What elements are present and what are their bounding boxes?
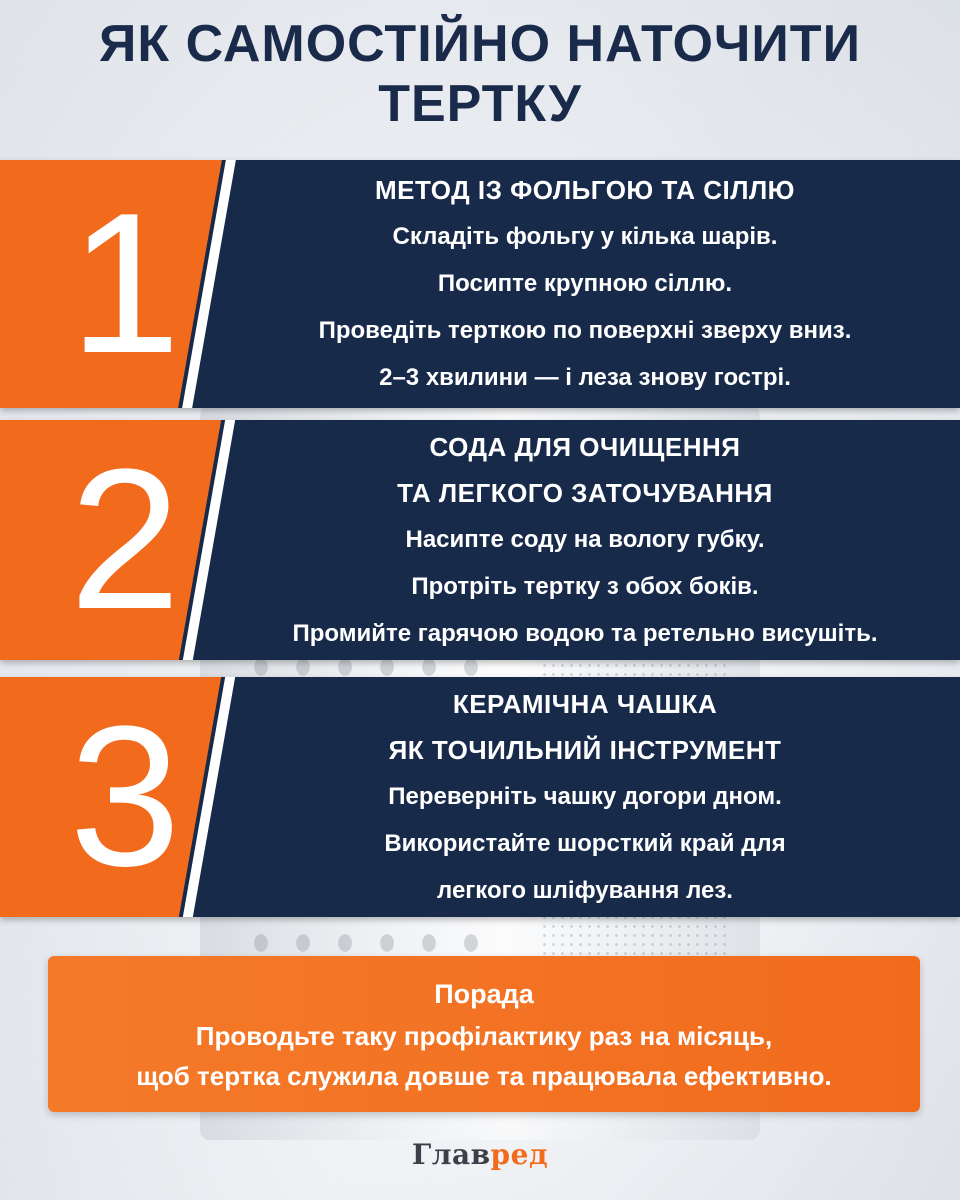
method-block-2 xyxy=(0,420,960,660)
method-step: Насипте соду на вологу губку. xyxy=(405,525,765,553)
method-heading: МЕТОД ІЗ ФОЛЬГОЮ ТА СІЛЛЮ xyxy=(375,175,795,205)
method-step: Промийте гарячою водою та ретельно висушіть. xyxy=(292,619,878,647)
method-heading: ЯК ТОЧИЛЬНИЙ ІНСТРУМЕНТ xyxy=(388,734,782,765)
method-number: 3 xyxy=(69,685,181,908)
tip-box xyxy=(48,956,920,1112)
method-step: Посипте крупною сіллю. xyxy=(437,270,733,297)
method-step: Протріть тертку з обох боків. xyxy=(411,572,759,600)
method-step: легкого шліфування лез. xyxy=(437,876,733,904)
method-heading: ТА ЛЕГКОГО ЗАТОЧУВАННЯ xyxy=(397,477,773,508)
method-step: Переверніть чашку догори дном. xyxy=(388,782,782,810)
method-heading: СОДА ДЛЯ ОЧИЩЕННЯ xyxy=(429,431,741,462)
method-block-1 xyxy=(0,160,960,408)
tip-title: Порада xyxy=(434,979,534,1009)
logo-part-1: Глав xyxy=(411,1138,491,1171)
logo-part-2: ред xyxy=(490,1138,549,1171)
method-content xyxy=(210,677,960,917)
method-content xyxy=(210,160,960,408)
method-heading: КЕРАМІЧНА ЧАШКА xyxy=(452,688,718,719)
method-number: 2 xyxy=(69,428,181,651)
method-block-3 xyxy=(0,677,960,917)
tip-text-line: Проводьте таку профілактику раз на місяць, xyxy=(195,1021,773,1051)
method-step: Використайте шорсткий край для xyxy=(384,829,786,857)
page-title xyxy=(0,14,960,134)
glavred-logo xyxy=(0,1138,960,1171)
page-title-line-2: ТЕРТКУ xyxy=(378,75,582,133)
method-content xyxy=(210,420,960,660)
method-step: Проведіть терткою по поверхні зверху вниз. xyxy=(318,317,852,344)
method-step: 2–3 хвилини — і леза знову гострі. xyxy=(379,364,791,391)
method-step: Складіть фольгу у кілька шарів. xyxy=(392,223,778,250)
method-number: 1 xyxy=(69,172,181,395)
page-title-line-1: ЯК САМОСТІЙНО НАТОЧИТИ xyxy=(99,15,861,73)
tip-text-line: щоб тертка служила довше та працювала ефективно. xyxy=(136,1061,832,1091)
